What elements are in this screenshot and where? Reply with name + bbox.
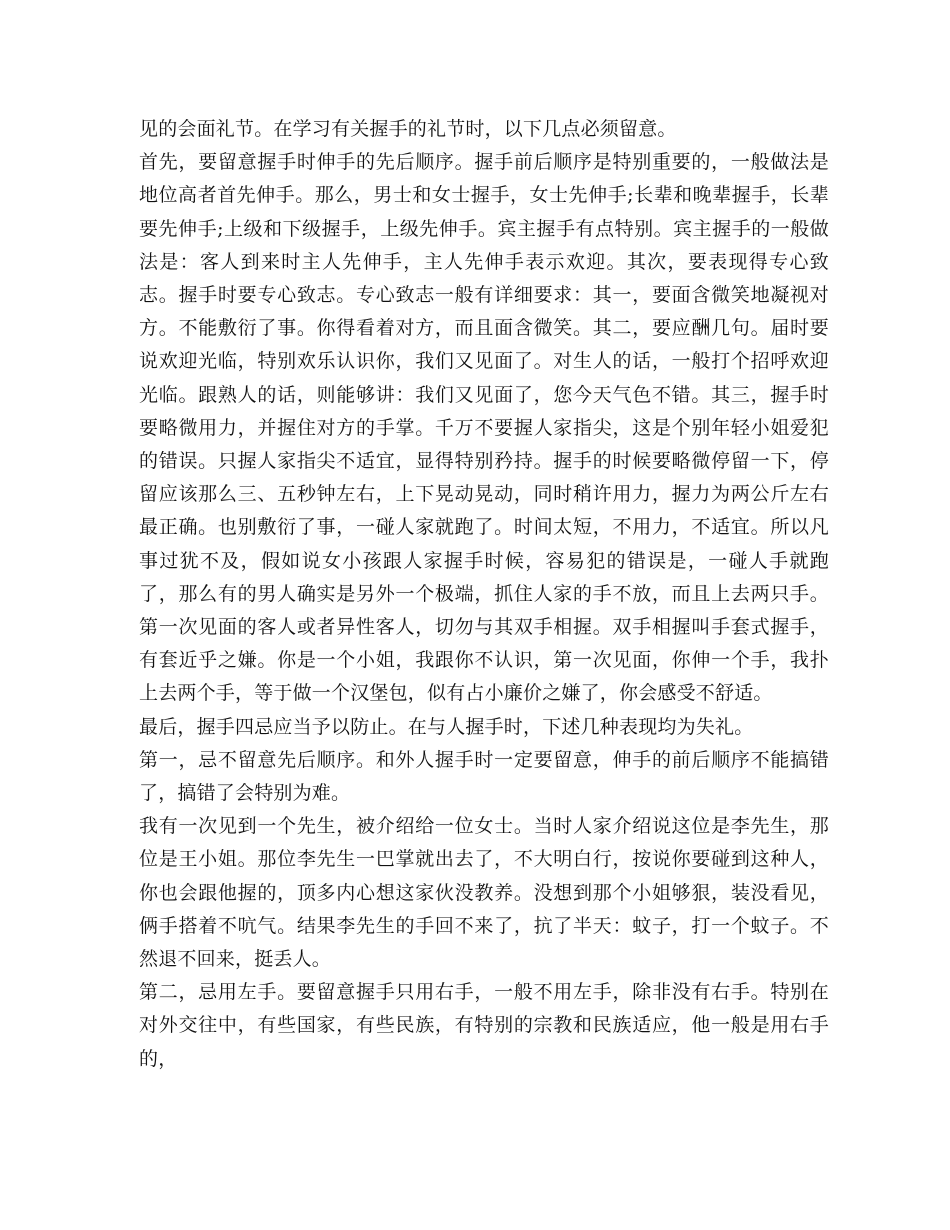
paragraph: 第二，忌用左手。要留意握手只用右手，一般不用左手，除非没有右手。特别在对外交往中，有些国家，有些民族，有特别的宗教和民族适应，他一般是用右手的， bbox=[139, 981, 829, 1070]
paragraph: 见的会面礼节。在学习有关握手的礼节时，以下几点必须留意。 bbox=[139, 118, 677, 140]
paragraph: 我有一次见到一个先生，被介绍给一位女士。当时人家介绍说这位是李先生，那位是王小姐。那位李先生一巴掌就出去了，不大明白行，按说你要碰到这种人，你也会跟他握的，顶多内心想这家伙没教养。没想到那个小姐够狠，装没看见，俩手搭着不吭气。结果李先生的手回不来了，抗了半天：蚊子，打一个蚊子。不然退不回来，挺丢人。 bbox=[139, 815, 829, 971]
paragraph: 最后，握手四忌应当予以防止。在与人握手时，下述几种表现均为失礼。 bbox=[139, 715, 754, 738]
paragraph: 首先，要留意握手时伸手的先后顺序。握手前后顺序是特别重要的，一般做法是地位高者首先伸手。那么，男士和女士握手，女士先伸手;长辈和晚辈握手，长辈要先伸手;上级和下级握手，上级先伸手。宾主握手有点特别。宾主握手的一般做法是：客人到来时主人先伸手，主人先伸手表示欢迎。其次，要表现得专心致志。握手时要专心致志。专心致志一般有详细要求：其一，要面含微笑地凝视对方。不能敷衍了事。你得看着对方，而且面含微笑。其二，要应酬几句。届时要说欢迎光临，特别欢乐认识你，我们又见面了。对生人的话，一般打个招呼欢迎光临。跟熟人的话，则能够讲：我们又见面了，您今天气色不错。其三，握手时要略微用力，并握住对方的手掌。千万不要握人家指尖，这是个别年轻小姐爱犯的错误。只握人家指尖不适宜，显得特别矜持。握手的时候要略微停留一下，停留应该那么三、五秒钟左右，上下晃动晃动，同时稍许用力，握力为两公斤左右最正确。也别敷衍了事，一碰人家就跑了。时间太短，不用力，不适宜。所以凡事过犹不及，假如说女小孩跟人家握手时候，容易犯的错误是，一碰人手就跑了，那么有的男人确实是另外一个极端，抓住人家的手不放，而且上去两只手。第一次见面的客人或者异性客人，切勿与其双手相握。双手相握叫手套式握手，有套近乎之嫌。你是一个小姐，我跟你不认识，第一次见面，你伸一个手，我扑上去两个手，等于做一个汉堡包，似有占小廉价之嫌了，你会感受不舒适。 bbox=[139, 151, 829, 705]
document-body bbox=[139, 113, 829, 1076]
paragraph: 第一，忌不留意先后顺序。和外人握手时一定要留意，伸手的前后顺序不能搞错了，搞错了会特别为难。 bbox=[139, 748, 829, 805]
